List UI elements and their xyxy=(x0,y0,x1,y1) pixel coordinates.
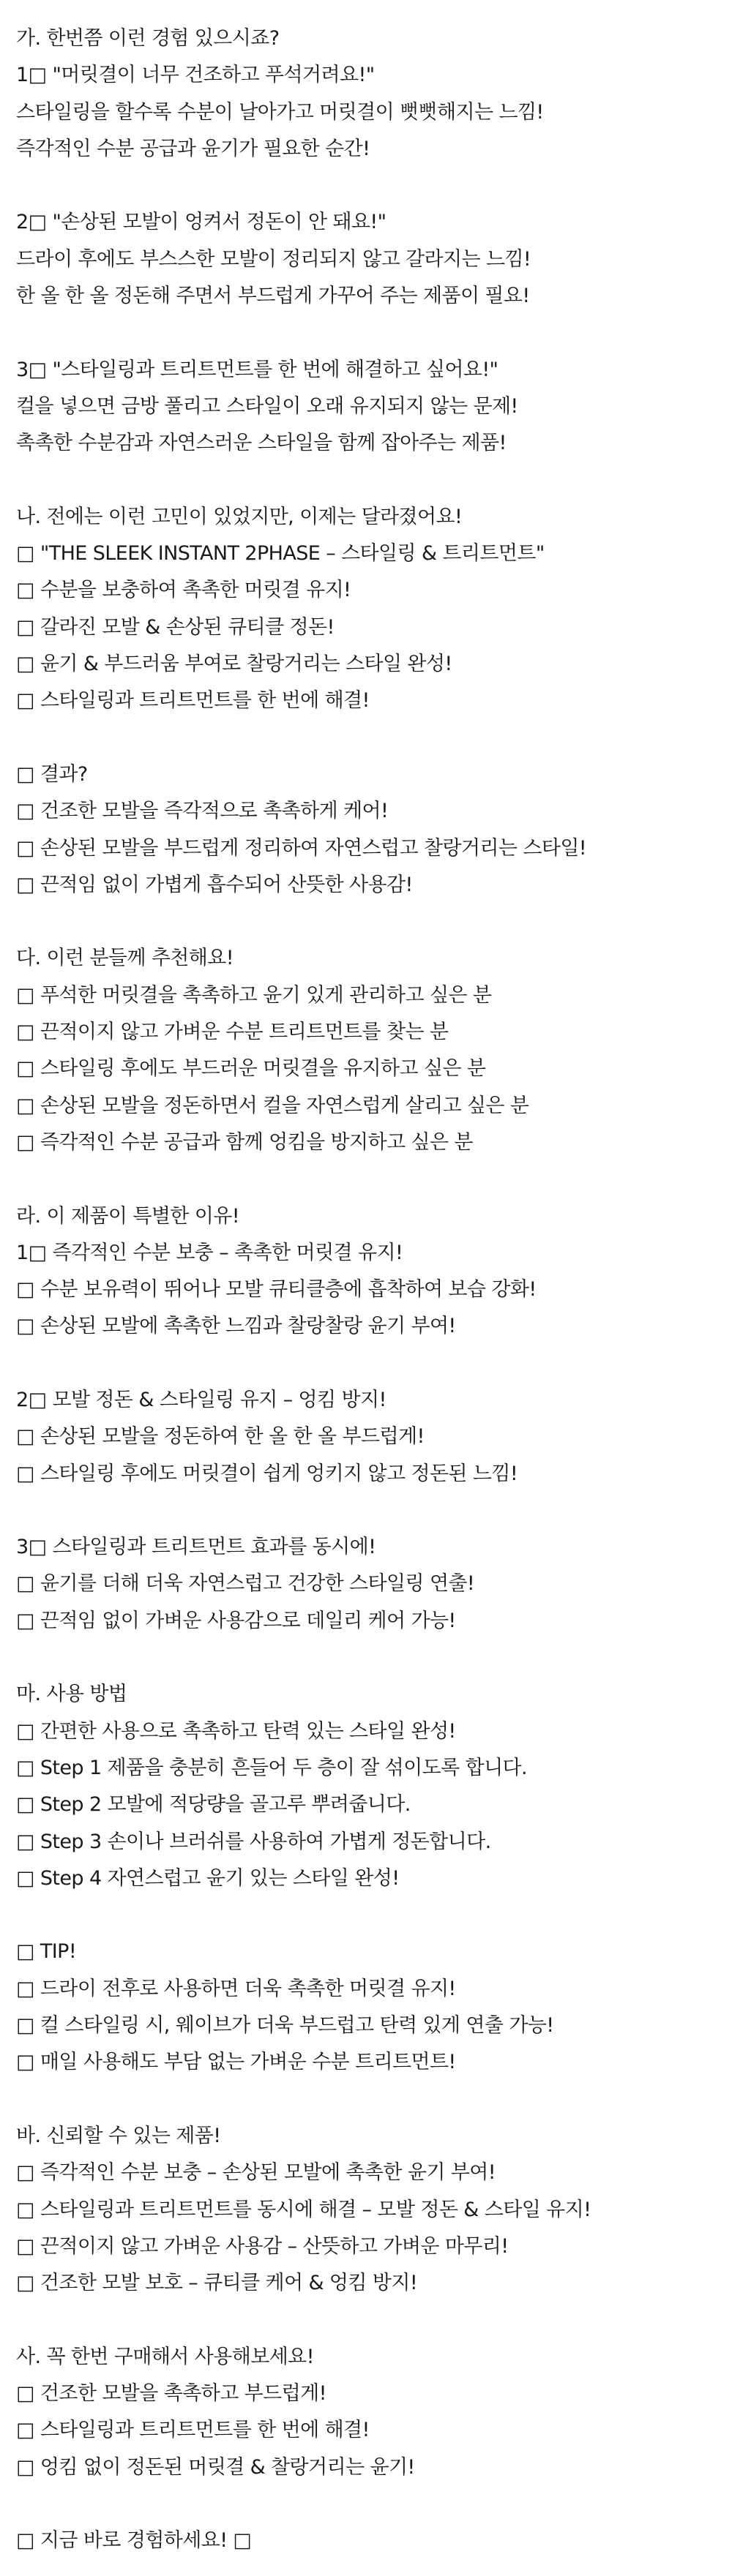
text-line: 1□ "머릿결이 너무 건조하고 푸석거려요!" xyxy=(16,64,375,87)
text-line: □ TIP! xyxy=(16,1940,77,1964)
text-line: □ "THE SLEEK INSTANT 2PHASE – 스타일링 & 트리트먼트" xyxy=(16,542,545,566)
text-line: □ 스타일링 후에도 머릿결이 쉽게 엉키지 않고 정돈된 느낌! xyxy=(16,1462,518,1485)
text-line: □ 끈적이지 않고 가벼운 수분 트리트먼트를 찾는 분 xyxy=(16,1021,449,1044)
text-line: □ 결과? xyxy=(16,762,88,786)
text-line: □ 건조한 모발을 즉각적으로 촉촉하게 케어! xyxy=(16,800,389,823)
text-line: 즉각적인 수분 공급과 윤기가 필요한 순간! xyxy=(16,137,370,160)
spacer xyxy=(16,2486,732,2523)
text-line: □ 스타일링 후에도 부드러운 머릿결을 유지하고 싶은 분 xyxy=(16,1057,486,1081)
text-line: □ 스타일링과 트리트먼트를 동시에 해결 – 모발 정돈 & 스타일 유지! xyxy=(16,2198,591,2221)
spacer xyxy=(16,1492,732,1529)
spacer xyxy=(16,462,732,499)
text-line: □ Step 4 자연스럽고 윤기 있는 스타일 완성! xyxy=(16,1866,400,1890)
text-line: □ 끈적이지 않고 가벼운 사용감 – 산뜻하고 가벼운 마무리! xyxy=(16,2234,509,2258)
text-line: □ 컬 스타일링 시, 웨이브가 더욱 부드럽고 탄력 있게 연출 가능! xyxy=(16,2014,554,2038)
text-line: □ 간편한 사용으로 촉촉하고 탄력 있는 스타일 완성! xyxy=(16,1719,456,1743)
text-line: 3□ 스타일링과 트리트먼트 효과를 동시에! xyxy=(16,1536,376,1559)
spacer xyxy=(16,168,732,204)
text-line: □ 건조한 모발 보호 – 큐티클 케어 & 엉킴 방지! xyxy=(16,2272,418,2295)
content-section xyxy=(16,2339,732,2560)
spacer xyxy=(16,720,732,756)
text-line: 한 올 한 올 정돈해 주면서 부드럽게 가꾸어 주는 제품이 필요! xyxy=(16,285,530,308)
text-line: □ 스타일링과 트리트먼트를 한 번에 해결! xyxy=(16,2419,370,2442)
spacer xyxy=(16,2302,732,2338)
text-line: 3□ "스타일링과 트리트먼트를 한 번에 해결하고 싶어요!" xyxy=(16,358,498,381)
spacer xyxy=(16,1161,732,1198)
text-line: □ 수분 보유력이 뛰어나 모발 큐티클층에 흡착하여 보습 강화! xyxy=(16,1278,537,1302)
spacer xyxy=(16,1897,732,1934)
text-line: □ Step 1 제품을 충분히 흔들어 두 층이 잘 섞이도록 합니다. xyxy=(16,1756,528,1779)
text-line: □ 즉각적인 수분 공급과 함께 엉킴을 방지하고 싶은 분 xyxy=(16,1130,473,1154)
text-line: 드라이 후에도 부스스한 모발이 정리되지 않고 갈라지는 느낌! xyxy=(16,247,531,271)
content-section xyxy=(16,940,732,1161)
text-line: □ 손상된 모발을 정돈하면서 컬을 자연스럽게 살리고 싶은 분 xyxy=(16,1094,529,1117)
section-heading: 다. 이런 분들께 추천해요! xyxy=(16,947,234,970)
text-line: □ 수분을 보충하여 촉촉한 머릿결 유지! xyxy=(16,579,351,602)
content-section xyxy=(16,20,732,462)
text-line: □ 즉각적인 수분 보충 – 손상된 모발에 촉촉한 윤기 부여! xyxy=(16,2161,496,2185)
text-line: □ 스타일링과 트리트먼트를 한 번에 해결! xyxy=(16,689,370,713)
text-line: □ 건조한 모발을 촉촉하고 부드럽게! xyxy=(16,2382,326,2405)
text-line: □ 갈라진 모발 & 손상된 큐티클 정돈! xyxy=(16,615,335,639)
text-line: □ 손상된 모발에 촉촉한 느낌과 찰랑찰랑 윤기 부여! xyxy=(16,1315,456,1338)
content-section xyxy=(16,1676,732,2081)
text-line: □ 끈적임 없이 가볍게 흡수되어 산뜻한 사용감! xyxy=(16,873,413,896)
text-line: 1□ 즉각적인 수분 보충 – 촉촉한 머릿결 유지! xyxy=(16,1241,403,1264)
section-heading: 사. 꼭 한번 구매해서 사용해보세요! xyxy=(16,2345,314,2368)
text-line: 컬을 넣으면 금방 풀리고 스타일이 오래 유지되지 않는 문제! xyxy=(16,394,518,418)
text-line: 촉촉한 수분감과 자연스러운 스타일을 함께 잡아주는 제품! xyxy=(16,432,507,455)
content-section xyxy=(16,2118,732,2302)
text-line: □ 푸석한 머릿결을 촉촉하고 윤기 있게 관리하고 싶은 분 xyxy=(16,983,492,1007)
section-heading: 마. 사용 방법 xyxy=(16,1683,127,1706)
text-line: 스타일링을 할수록 수분이 날아가고 머릿결이 뻣뻣해지는 느낌! xyxy=(16,100,544,124)
text-line: 2□ "손상된 모발이 엉켜서 정돈이 안 돼요!" xyxy=(16,211,386,234)
spacer xyxy=(16,1345,732,1382)
text-line: □ 엉킴 없이 정돈된 머릿결 & 찰랑거리는 윤기! xyxy=(16,2455,415,2479)
content-section xyxy=(16,1198,732,1640)
text-line: □ 지금 바로 경험하세요! □ xyxy=(16,2529,252,2553)
text-line: □ Step 3 손이나 브러쉬를 사용하여 가볍게 정돈합니다. xyxy=(16,1830,491,1853)
content-section xyxy=(16,499,732,904)
section-heading: 가. 한번쯤 이런 경험 있으시죠? xyxy=(16,27,280,50)
spacer xyxy=(16,904,732,940)
text-line: □ 손상된 모발을 부드럽게 정리하여 자연스럽고 찰랑거리는 스타일! xyxy=(16,836,587,860)
spacer xyxy=(16,2081,732,2118)
spacer xyxy=(16,1640,732,1676)
text-line: □ Step 2 모발에 적당량을 골고루 뿌려줍니다. xyxy=(16,1793,411,1817)
text-line: □ 윤기를 더해 더욱 자연스럽고 건강한 스타일링 연출! xyxy=(16,1572,475,1596)
text-line: □ 매일 사용해도 부담 없는 가벼운 수분 트리트먼트! xyxy=(16,2051,456,2074)
text-line: 2□ 모발 정돈 & 스타일링 유지 – 엉킴 방지! xyxy=(16,1388,386,1411)
section-heading: 바. 신뢰할 수 있는 제품! xyxy=(16,2124,221,2147)
text-line: □ 윤기 & 부드러움 부여로 찰랑거리는 스타일 완성! xyxy=(16,653,452,676)
text-line: □ 드라이 전후로 사용하면 더욱 촉촉한 머릿결 유지! xyxy=(16,1977,456,2000)
text-line: □ 손상된 모발을 정돈하여 한 올 한 올 부드럽게! xyxy=(16,1425,425,1449)
section-heading: 나. 전에는 이런 고민이 있었지만, 이제는 달라졌어요! xyxy=(16,505,463,528)
text-line: □ 끈적임 없이 가벼운 사용감으로 데일리 케어 가능! xyxy=(16,1609,456,1632)
section-heading: 라. 이 제품이 특별한 이유! xyxy=(16,1204,239,1228)
spacer xyxy=(16,315,732,351)
